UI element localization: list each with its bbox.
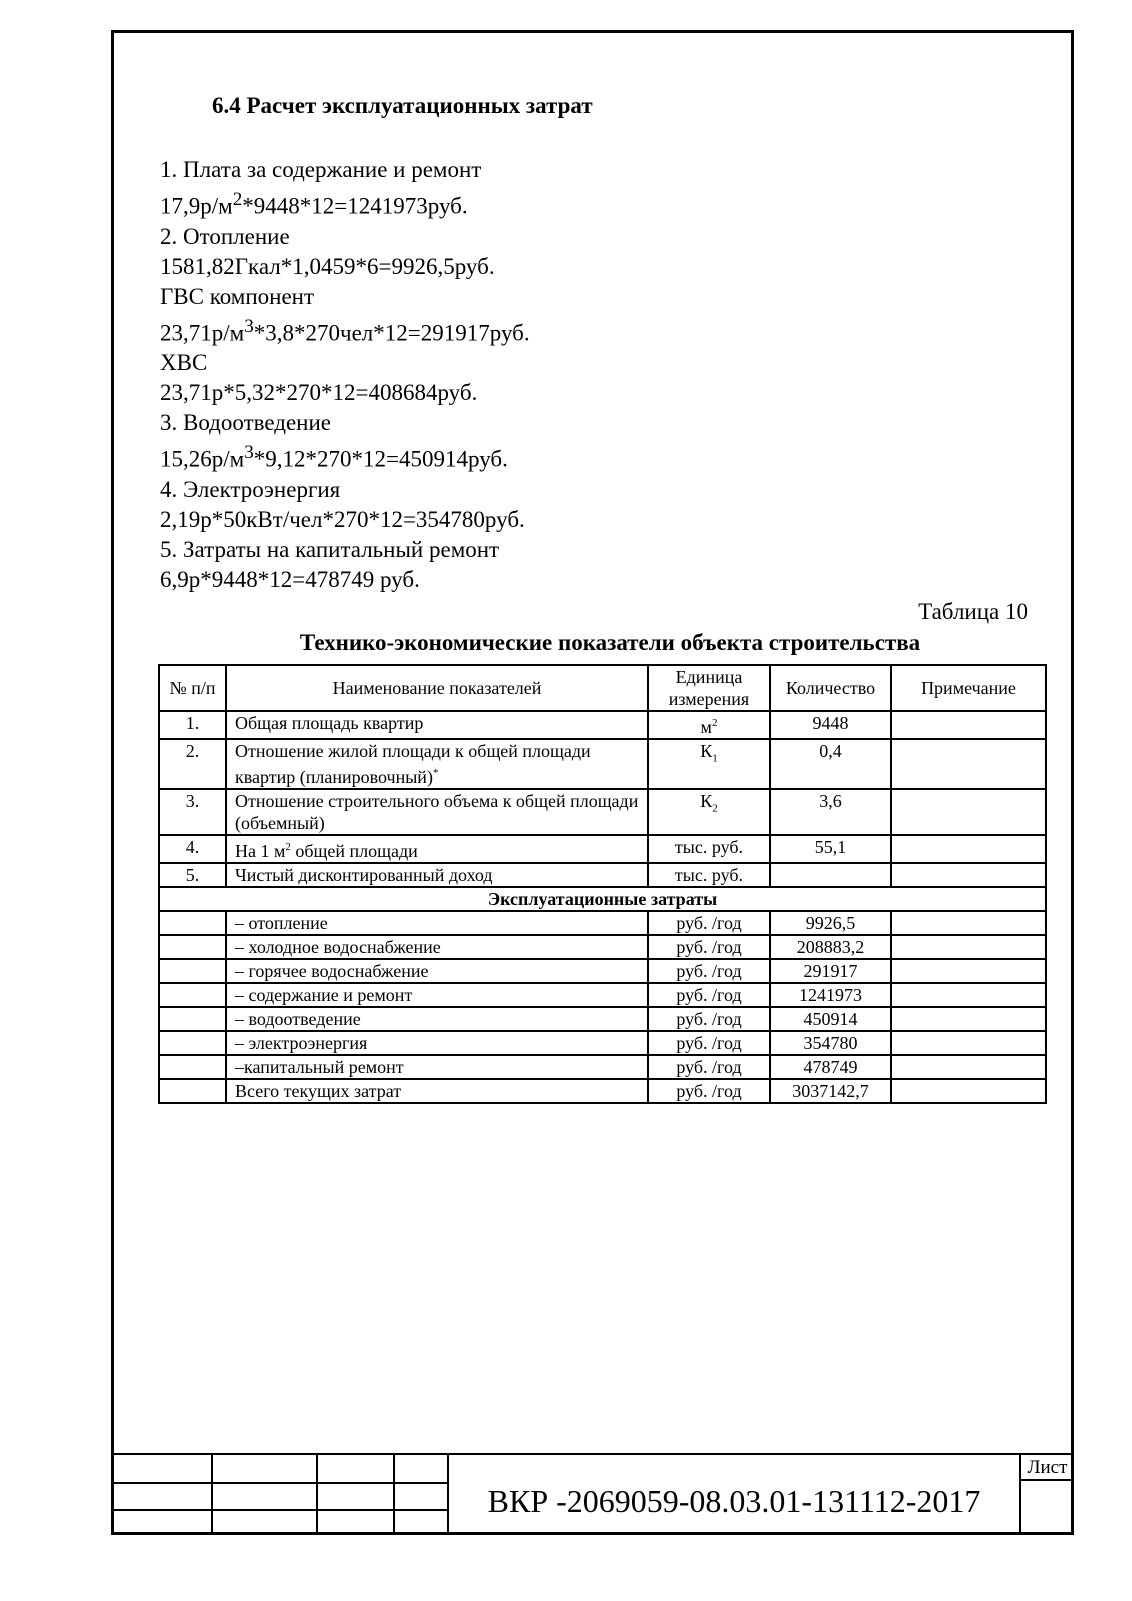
calc-line: 2. Отопление xyxy=(160,223,290,249)
row-qty xyxy=(770,863,891,887)
table-row xyxy=(159,935,1046,959)
calc-line: 2,19р*50кВт/чел*270*12=354780руб. xyxy=(160,506,525,532)
table-title: Технико-экономические показатели объекта строительства xyxy=(299,630,921,655)
row-unit: $м^2$ xyxy=(648,711,770,739)
row-qty: 478749 xyxy=(770,1055,891,1079)
table-section-row xyxy=(159,887,1046,911)
row-unit: руб. /год xyxy=(648,1007,770,1031)
calc-line: 4. Электроэнергия xyxy=(160,476,341,502)
table-row xyxy=(159,983,1046,1007)
table-header-row xyxy=(159,665,1046,711)
row-qty: 354780 xyxy=(770,1031,891,1055)
row-unit: руб. /год xyxy=(648,983,770,1007)
table-row xyxy=(159,739,1046,789)
header-name: Наименование показателей xyxy=(226,665,648,711)
table-row xyxy=(159,863,1046,887)
calc-line: 23,71р*5,32*270*12=408684руб. xyxy=(160,380,478,406)
section-title: Эксплуатационные затраты xyxy=(159,887,1046,911)
row-name: – отопление xyxy=(226,911,648,935)
row-name: – содержание и ремонт xyxy=(226,983,648,1007)
row-num: 3. xyxy=(159,789,226,835)
row-note xyxy=(891,863,1046,887)
row-qty: 450914 xyxy=(770,1007,891,1031)
table-row xyxy=(159,1055,1046,1079)
row-unit: тыс. руб. xyxy=(648,863,770,887)
row-num: 4. xyxy=(159,835,226,863)
row-name: Отношение жилой площади к общей площади квартир (планировочный)* xyxy=(226,739,648,789)
table-row xyxy=(159,1031,1046,1055)
calc-line: $17,9р/м^2*9448*12=1241973руб$. xyxy=(160,189,468,219)
header-unit: Единица измерения xyxy=(648,665,770,711)
table-row xyxy=(159,1007,1046,1031)
row-num: 2. xyxy=(159,739,226,789)
calc-line: 6,9р*9448*12=478749 руб. xyxy=(160,566,420,592)
row-name: Отношение строительного объема к общей площади (объемный) xyxy=(226,789,648,835)
row-unit: руб. /год xyxy=(648,1031,770,1055)
row-qty: 9926,5 xyxy=(770,911,891,935)
row-num: 5. xyxy=(159,863,226,887)
table-row xyxy=(159,711,1046,739)
row-name: Всего текущих затрат xyxy=(226,1079,648,1103)
row-name: – водоотведение xyxy=(226,1007,648,1031)
header-num: № п/п xyxy=(159,665,226,711)
row-name: Общая площадь квартир xyxy=(226,711,648,739)
row-qty: 208883,2 xyxy=(770,935,891,959)
row-unit: руб. /год xyxy=(648,1079,770,1103)
row-note xyxy=(891,789,1046,835)
row-name: – горячее водоснабжение xyxy=(226,959,648,983)
row-note xyxy=(891,835,1046,863)
calculation-text xyxy=(160,155,530,595)
row-unit: $К_1$ xyxy=(648,739,770,789)
sheet-label: Лист xyxy=(1027,1457,1068,1478)
row-unit: руб. /год xyxy=(648,935,770,959)
calc-line: $15,26р/м^3*9,12*270*12=450914руб$. xyxy=(160,442,508,472)
calc-line: 5. Затраты на капитальный ремонт xyxy=(160,536,500,562)
header-note: Примечание xyxy=(891,665,1046,711)
calc-line: 1. Плата за содержание и ремонт xyxy=(160,157,482,182)
row-name: – электроэнергия xyxy=(226,1031,648,1055)
table-row xyxy=(159,959,1046,983)
row-num: 1. xyxy=(159,711,226,739)
table-row xyxy=(159,911,1046,935)
header-qty: Количество xyxy=(770,665,891,711)
row-name: На 1 $м^2$ общей площади xyxy=(226,835,648,863)
section-heading: 6.4 Расчет эксплуатационных затрат xyxy=(212,93,593,118)
row-qty: 9448 xyxy=(770,711,891,739)
calc-line: ХВС xyxy=(160,350,208,376)
row-note xyxy=(891,739,1046,789)
table-caption: Таблица 10 xyxy=(918,599,1028,624)
row-note xyxy=(891,711,1046,739)
table-row xyxy=(159,835,1046,863)
row-qty: 3037142,7 xyxy=(770,1079,891,1103)
row-unit: тыс. руб. xyxy=(648,835,770,863)
row-unit: руб. /год xyxy=(648,959,770,983)
row-name: –капитальный ремонт xyxy=(226,1055,648,1079)
row-name: Чистый дисконтированный доход xyxy=(226,863,648,887)
row-name: – холодное водоснабжение xyxy=(226,935,648,959)
row-unit: руб. /год xyxy=(648,1055,770,1079)
row-qty: 3,6 xyxy=(770,789,891,835)
calc-line: 3. Водоотведение xyxy=(160,410,331,436)
title-block xyxy=(111,1453,1074,1535)
row-unit: $К_2$ xyxy=(648,789,770,835)
row-qty: 1241973 xyxy=(770,983,891,1007)
row-unit: руб. /год xyxy=(648,911,770,935)
row-qty: 291917 xyxy=(770,959,891,983)
table-row xyxy=(159,1079,1046,1103)
row-qty: 0,4 xyxy=(770,739,891,789)
calc-line: ГВС компонент xyxy=(160,283,315,309)
document-code: ВКР -2069059-08.03.01-131112-2017 xyxy=(487,1483,981,1519)
calc-line: 1581,82Гкал*1,0459*6=9926,5руб. xyxy=(160,253,495,279)
table-row xyxy=(159,789,1046,835)
row-qty: 55,1 xyxy=(770,835,891,863)
indicators-table xyxy=(158,664,1047,1104)
calc-line: $23,71р/м^3*3,8*270чел*12=291917руб$. xyxy=(160,315,530,346)
